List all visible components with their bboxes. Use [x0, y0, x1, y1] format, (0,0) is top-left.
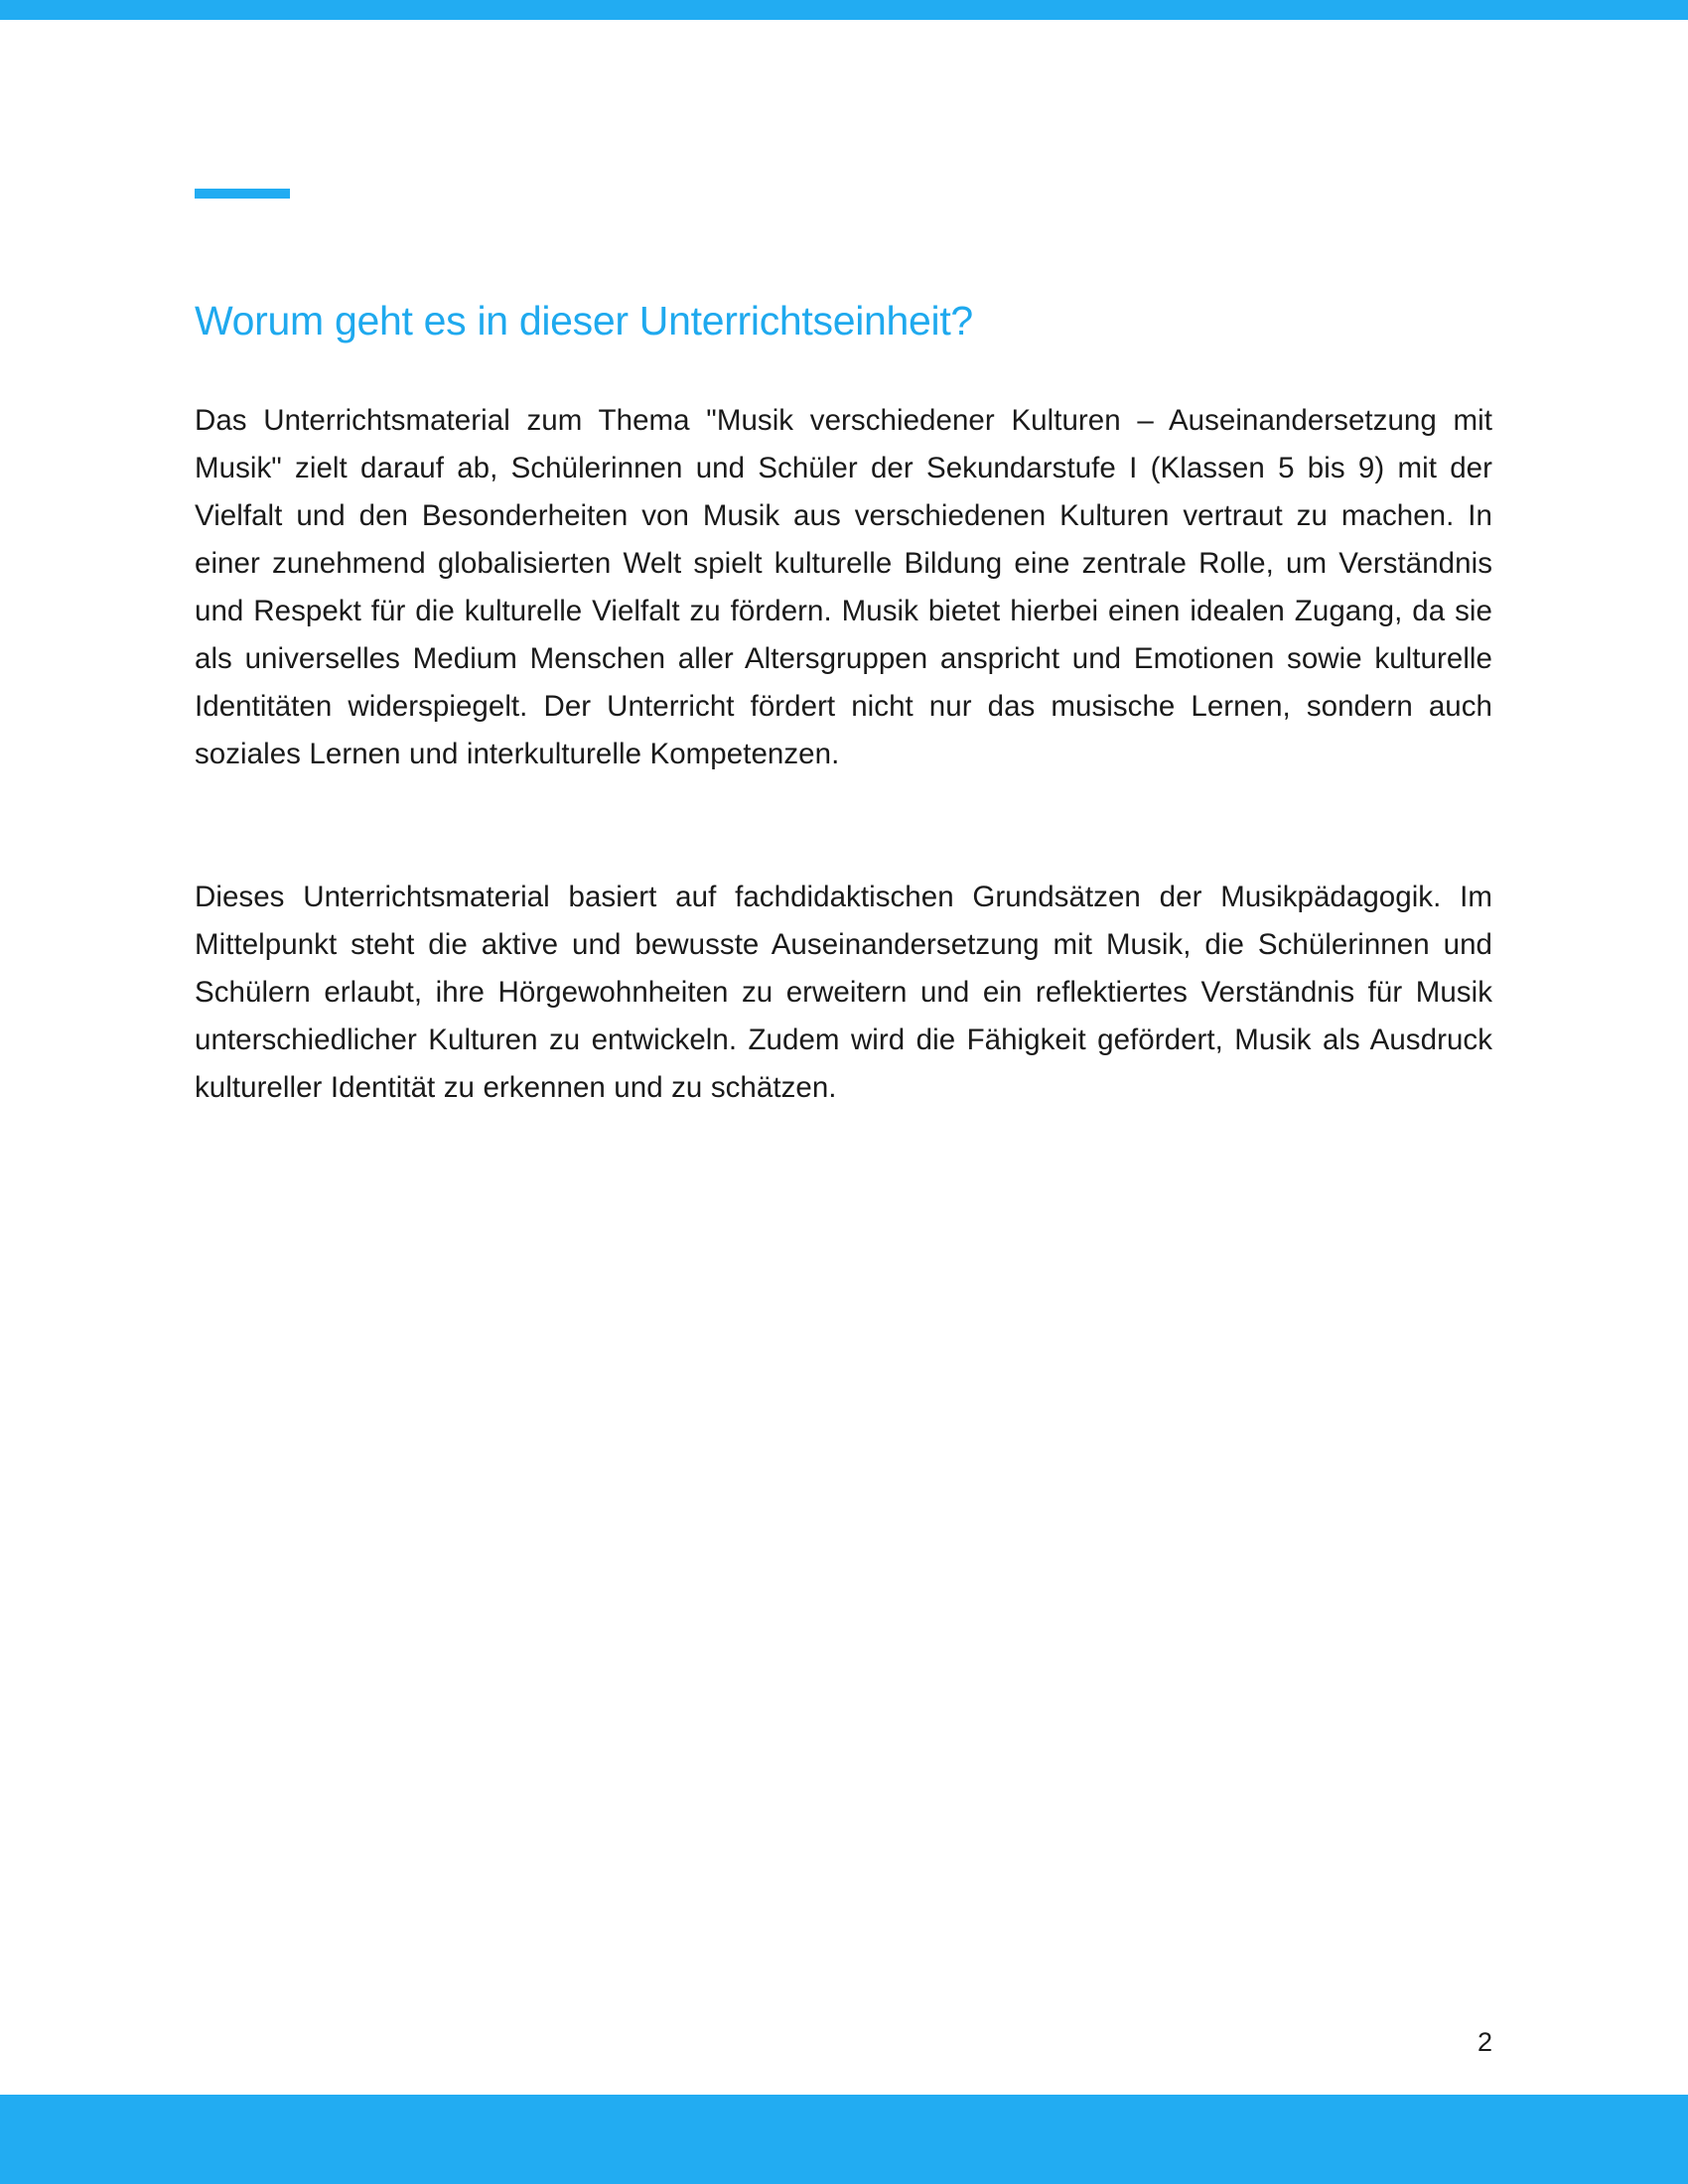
paragraph-didactics: Dieses Unterrichtsmaterial basiert auf fachdidaktischen Grundsätzen der Musikpädagogik. Im Mittelpunkt steht die aktive und bewusste Auseinandersetzung mit Musik, die Schülerinnen und Schülern erlaubt, ihre Hörgewohnheiten zu erweitern und ein reflektiertes Verständnis für Musik unterschiedlicher Kulturen zu entwickeln. Zudem wird die Fähigkeit gefördert, Musik als Ausdruck kultureller Identität zu erkennen und zu schätzen.	[195, 881, 1492, 1104]
page-title: Worum geht es in dieser Unterrichtseinheit?	[195, 298, 973, 343]
paragraph-intro: Das Unterrichtsmaterial zum Thema "Musik verschiedener Kulturen – Auseinandersetzung mit Musik" zielt darauf ab, Schülerinnen und Schüler der Sekundarstufe I (Klassen 5 bis 9) mit der Vielfalt und den Besonderheiten von Musik aus verschiedenen Kulturen vertraut zu machen. In einer zunehmend globalisierten Welt spielt kulturelle Bildung eine zentrale Rolle, um Verständnis und Respekt für die kulturelle Vielfalt zu fördern. Musik bietet hierbei einen idealen Zugang, da sie als universelles Medium Menschen aller Altersgruppen anspricht und Emotionen sowie kulturelle Identitäten widerspiegelt. Der Unterricht fördert nicht nur das musische Lernen, sondern auch soziales Lernen und interkulturelle Kompetenzen.	[195, 404, 1492, 770]
heading-accent-dash	[195, 189, 290, 199]
page-number: 2	[1477, 2027, 1492, 2057]
body-text-block	[195, 397, 1492, 1112]
bottom-accent-bar	[0, 2095, 1688, 2184]
top-accent-bar	[0, 0, 1688, 20]
